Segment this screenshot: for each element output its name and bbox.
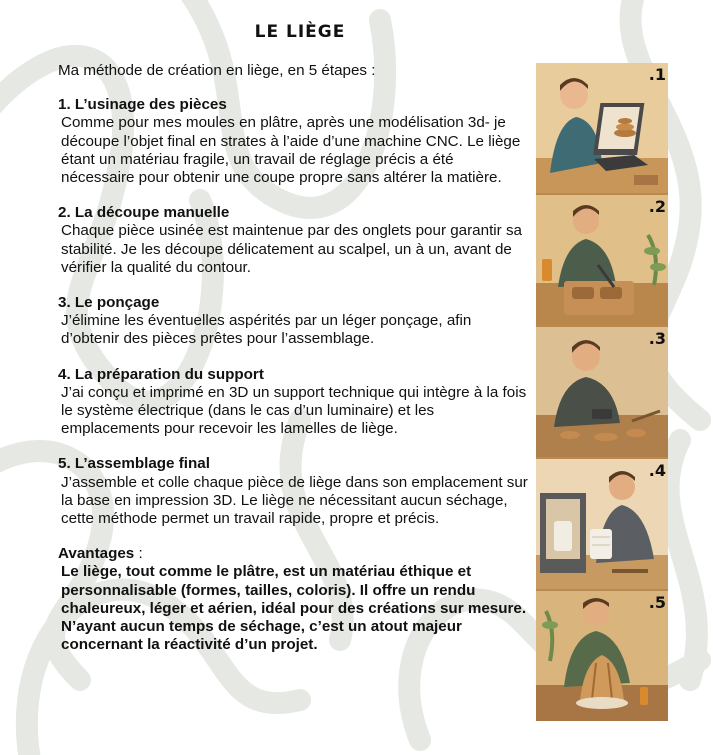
advantages-colon: : (134, 545, 143, 563)
step-text: J’élimine les éventuelles aspérités par un léger ponçage, afin d’obtenir des pièces prêtes pour l’assemblage. (61, 312, 472, 348)
step-title: 1. L’usinage des pièces (58, 96, 227, 114)
advantages-section (58, 545, 530, 654)
panel-number: .4 (648, 461, 666, 480)
panel-5 (536, 591, 668, 721)
step-text: Comme pour mes moules en plâtre, après une modélisation 3d- je découpe l’objet final en strates à l’aide d’une machine CNC. Le liège étant un matériau fragile, un travail de réglage précis a été nécessaire pour obtenir une coupe propre sans altérer la matière. (61, 114, 521, 187)
panel-2 (536, 195, 668, 325)
step-5 (58, 455, 530, 528)
panel-number: .2 (648, 197, 666, 216)
step-title: 2. La découpe manuelle (58, 204, 230, 222)
panel-number: .3 (648, 329, 666, 348)
step-2 (58, 204, 530, 277)
content-column (58, 62, 530, 671)
page-title: LE LIÈGE (254, 22, 346, 42)
step-title: 4. La préparation du support (58, 365, 264, 383)
step-text: J’assemble et colle chaque pièce de liège dans son emplacement sur la base en impression 3D. Le liège ne nécessitant aucun séchage, cette méthode permet un travail rapide, propre et précis. (61, 473, 528, 528)
step-text: J’ai conçu et imprimé en 3D un support technique qui intègre à la fois le système électrique (dans le cas d’un luminaire) et les emplacements pour recevoir les lamelles de liège. (61, 383, 527, 438)
advantages-title: Avantages (58, 545, 135, 563)
advantages-text: Le liège, tout comme le plâtre, est un matériau éthique et personnalisable (formes, tailles, coloris). Il offre un rendu chaleureux, léger et aérien, idéal pour des créations sur mesure. N’ayant aucun temps de séchage, c’est un atout majeur concernant la réactivité d’un projet. (61, 563, 527, 654)
step-text: Chaque pièce usinée est maintenue par des onglets pour garantir sa stabilité. Je les découpe délicatement au scalpel, un à un, avant de vérifier la qualité du contour. (61, 222, 522, 276)
panel-1 (536, 63, 668, 193)
panel-4 (536, 459, 668, 589)
step-title: 5. L’assemblage final (58, 455, 210, 473)
step-3 (58, 294, 530, 349)
panel-number: .5 (648, 593, 666, 612)
step-title: 3. Le ponçage (58, 294, 160, 312)
step-4 (58, 366, 530, 439)
intro-text: Ma méthode de création en liège, en 5 étapes : (58, 62, 376, 79)
illustration-sidebar (536, 63, 668, 720)
step-1 (58, 96, 530, 187)
panel-3 (536, 327, 668, 457)
panel-number: .1 (648, 65, 666, 84)
